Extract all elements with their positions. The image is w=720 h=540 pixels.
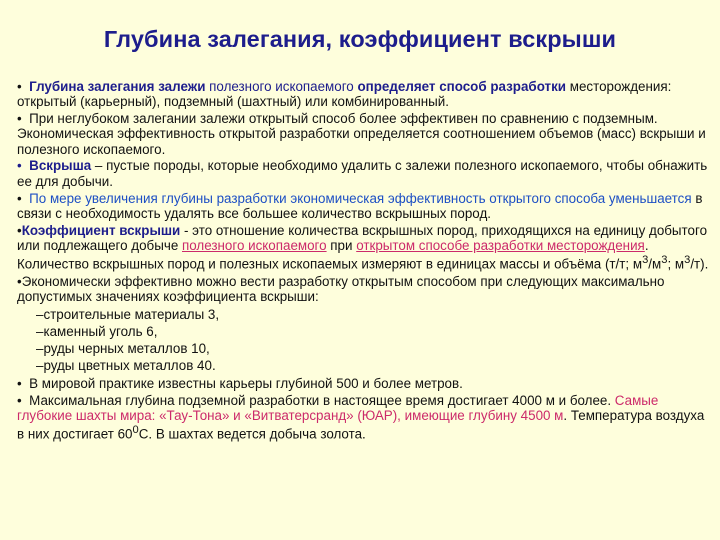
paragraph-text: При неглубоком залегании залежи открытый способ более эффективен по сравнению с подземным. Экономическая эффективность открытой разработки определяется соотношением объемов (масс) вскрыши и полезного ископаемого. [17, 111, 706, 157]
paragraph-depth-increase [17, 191, 711, 222]
superscript: 0 [132, 424, 139, 437]
paragraph-shallow [17, 111, 711, 157]
bullet: • [17, 273, 22, 289]
superscript: 3 [684, 254, 691, 267]
list-item: –строительные материалы 3, [36, 307, 220, 323]
list-item: –руды черных металлов 10, [36, 340, 210, 356]
paragraph-stripping-ratio [17, 223, 711, 272]
list-item: –руды цветных металлов 40. [36, 357, 216, 373]
paragraph-text: С. В шахтах ведется добыча золота. [138, 426, 366, 442]
paragraph-text: – пустые породы, которые необходимо удалить с залежи полезного ископаемого, чтобы обнажить ее для добычи. [17, 158, 708, 189]
paragraph-text: /м [648, 256, 662, 272]
bullet: • [17, 158, 22, 174]
paragraph-world-quarries [17, 376, 711, 391]
link-open-pit-mining[interactable]: открытом способе разработки месторождения [356, 237, 645, 253]
paragraph-depth [17, 79, 711, 110]
paragraph-text: . Количество вскрышных пород и полезных ископаемых измеряют в единицах массы и объёма (т/т; м [17, 237, 649, 272]
paragraph-text: По мере увеличения глубины разработки экономическая эффективность открытого способа [29, 190, 609, 206]
list-item: –каменный уголь 6, [36, 323, 158, 339]
bullet: • [17, 392, 22, 408]
term-overburden: Вскрыша [29, 158, 92, 174]
paragraph-text: Экономически эффективно можно вести разработку открытым способом при следующих максимально допустимых значениях коэффициента вскрыши: [17, 273, 665, 304]
link-mineral[interactable]: полезного ископаемого [182, 237, 327, 253]
paragraph-text: при [326, 237, 357, 253]
paragraph-text: ; м [667, 256, 685, 272]
paragraph-overburden [17, 158, 711, 189]
bullet: • [17, 111, 22, 127]
paragraph-text: /т). [690, 256, 709, 272]
term-decreases: уменьшается [608, 190, 692, 206]
bullet: • [17, 222, 22, 238]
term-method: определяет способ разработки [357, 79, 567, 94]
paragraph-text: полезного ископаемого [205, 79, 358, 94]
superscript: 3 [661, 254, 668, 267]
term-stripping-ratio: Коэффициент вскрыши [21, 222, 181, 238]
bullet: • [17, 375, 22, 391]
term-depth: Глубина залегания залежи [29, 79, 206, 94]
paragraph-text: в связи с необходимость удалять все большее количество вскрышных пород. [17, 190, 703, 221]
deepest-mines-text: Самые глубокие шахты мира: «Тау-Тона» и «Витватерсранд» (ЮАР), имеющие глубину 4500 м [17, 392, 659, 423]
bullet: • [17, 190, 22, 206]
paragraph-text: . Температура воздуха в них достигает 60 [17, 407, 705, 442]
paragraph-text: - это отношение количества вскрышных пород, приходящихся на единицу добытого или подлежащего добыче [17, 222, 708, 253]
bullet: • [17, 79, 22, 94]
slide-title: Глубина залегания, коэффициент вскрыши [103, 26, 617, 52]
paragraph-text: месторождения: открытый (карьерный), подземный (шахтный) или комбинированный. [17, 79, 672, 110]
paragraph-text: В мировой практике известны карьеры глубиной 500 и более метров. [29, 375, 463, 391]
paragraph-limits [17, 274, 711, 305]
superscript: 3 [642, 254, 649, 267]
slide-body [17, 79, 711, 443]
paragraph-max-depth [17, 393, 711, 442]
paragraph-text: Максимальная глубина подземной разработки в настоящее время достигает 4000 м и более. [29, 392, 615, 408]
